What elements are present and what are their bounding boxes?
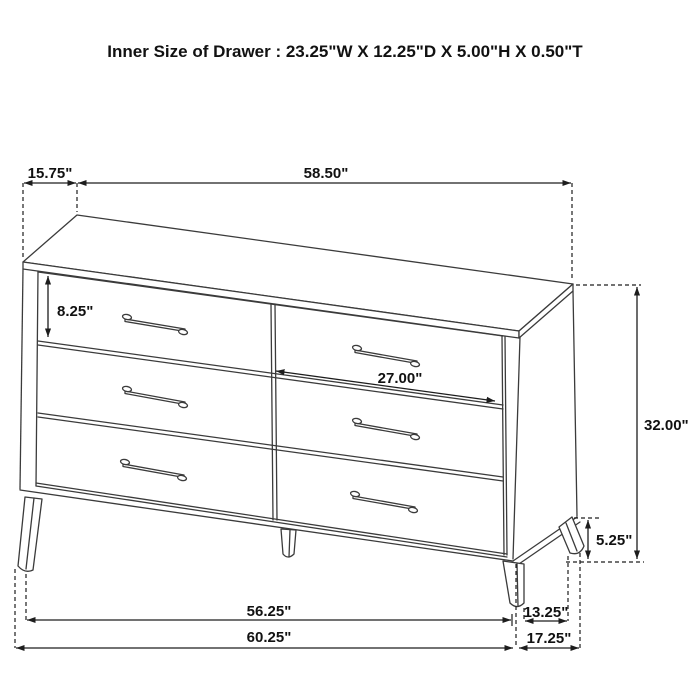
row-divider-2	[38, 413, 503, 477]
dim-label-overall-height: 32.00"	[644, 417, 689, 434]
front-bottom-edge	[20, 490, 513, 561]
diagram-title: Inner Size of Drawer : 23.25"W X 12.25"D X 5.00"H X 0.50"T	[107, 42, 583, 61]
drawer-right-edge	[502, 336, 504, 555]
dim-overall-height	[566, 285, 689, 562]
right-side-front-edge	[513, 337, 520, 559]
dim-label-drawer-height: 8.25"	[57, 303, 94, 320]
row-divider-1	[38, 345, 503, 409]
dresser-drawing	[18, 215, 584, 607]
right-side-back-edge	[573, 291, 577, 516]
drawer-handle	[352, 418, 420, 441]
front-right-leg	[503, 561, 524, 607]
drawer-handles	[120, 314, 420, 514]
drawer-handle	[352, 345, 420, 368]
drawer-handle	[350, 491, 418, 514]
dim-leg-height	[574, 518, 632, 559]
drawer-handle	[122, 386, 188, 409]
front-left-leg	[18, 497, 42, 571]
row-divider-2	[38, 417, 503, 481]
dim-label-leg-height: 5.25"	[596, 532, 633, 549]
dim-label-drawer-width: 27.00"	[377, 370, 423, 387]
center-divider	[271, 304, 273, 520]
drawers-bottom-edge	[36, 483, 507, 554]
left-side-outer-edge	[20, 269, 23, 489]
center-divider	[275, 304, 277, 520]
drawer-handle	[122, 314, 188, 336]
row-divider-1	[38, 341, 503, 405]
dresser-legs	[18, 497, 584, 607]
left-side-inner-edge	[36, 271, 38, 486]
dim-label-overall-width: 60.25"	[246, 629, 292, 646]
center-leg	[281, 529, 296, 557]
dim-drawer-height	[48, 276, 93, 337]
dim-label-top-width: 58.50"	[303, 165, 349, 182]
drawer-right-edge	[505, 336, 507, 555]
dresser-top-board	[23, 215, 573, 338]
dim-overall-depth	[516, 553, 580, 648]
drawer-handle	[120, 459, 187, 482]
drawers-bottom-edge	[36, 486, 507, 557]
dim-leg-depth-span	[524, 556, 569, 621]
dim-label-front-leg-span: 56.25"	[246, 603, 292, 620]
dim-label-leg-depth-span: 13.25"	[523, 604, 569, 621]
dim-front-leg-span	[26, 574, 512, 626]
dim-drawer-width	[276, 370, 495, 401]
dim-label-top-depth: 15.75"	[27, 165, 73, 182]
dim-label-overall-depth: 17.25"	[526, 630, 572, 647]
